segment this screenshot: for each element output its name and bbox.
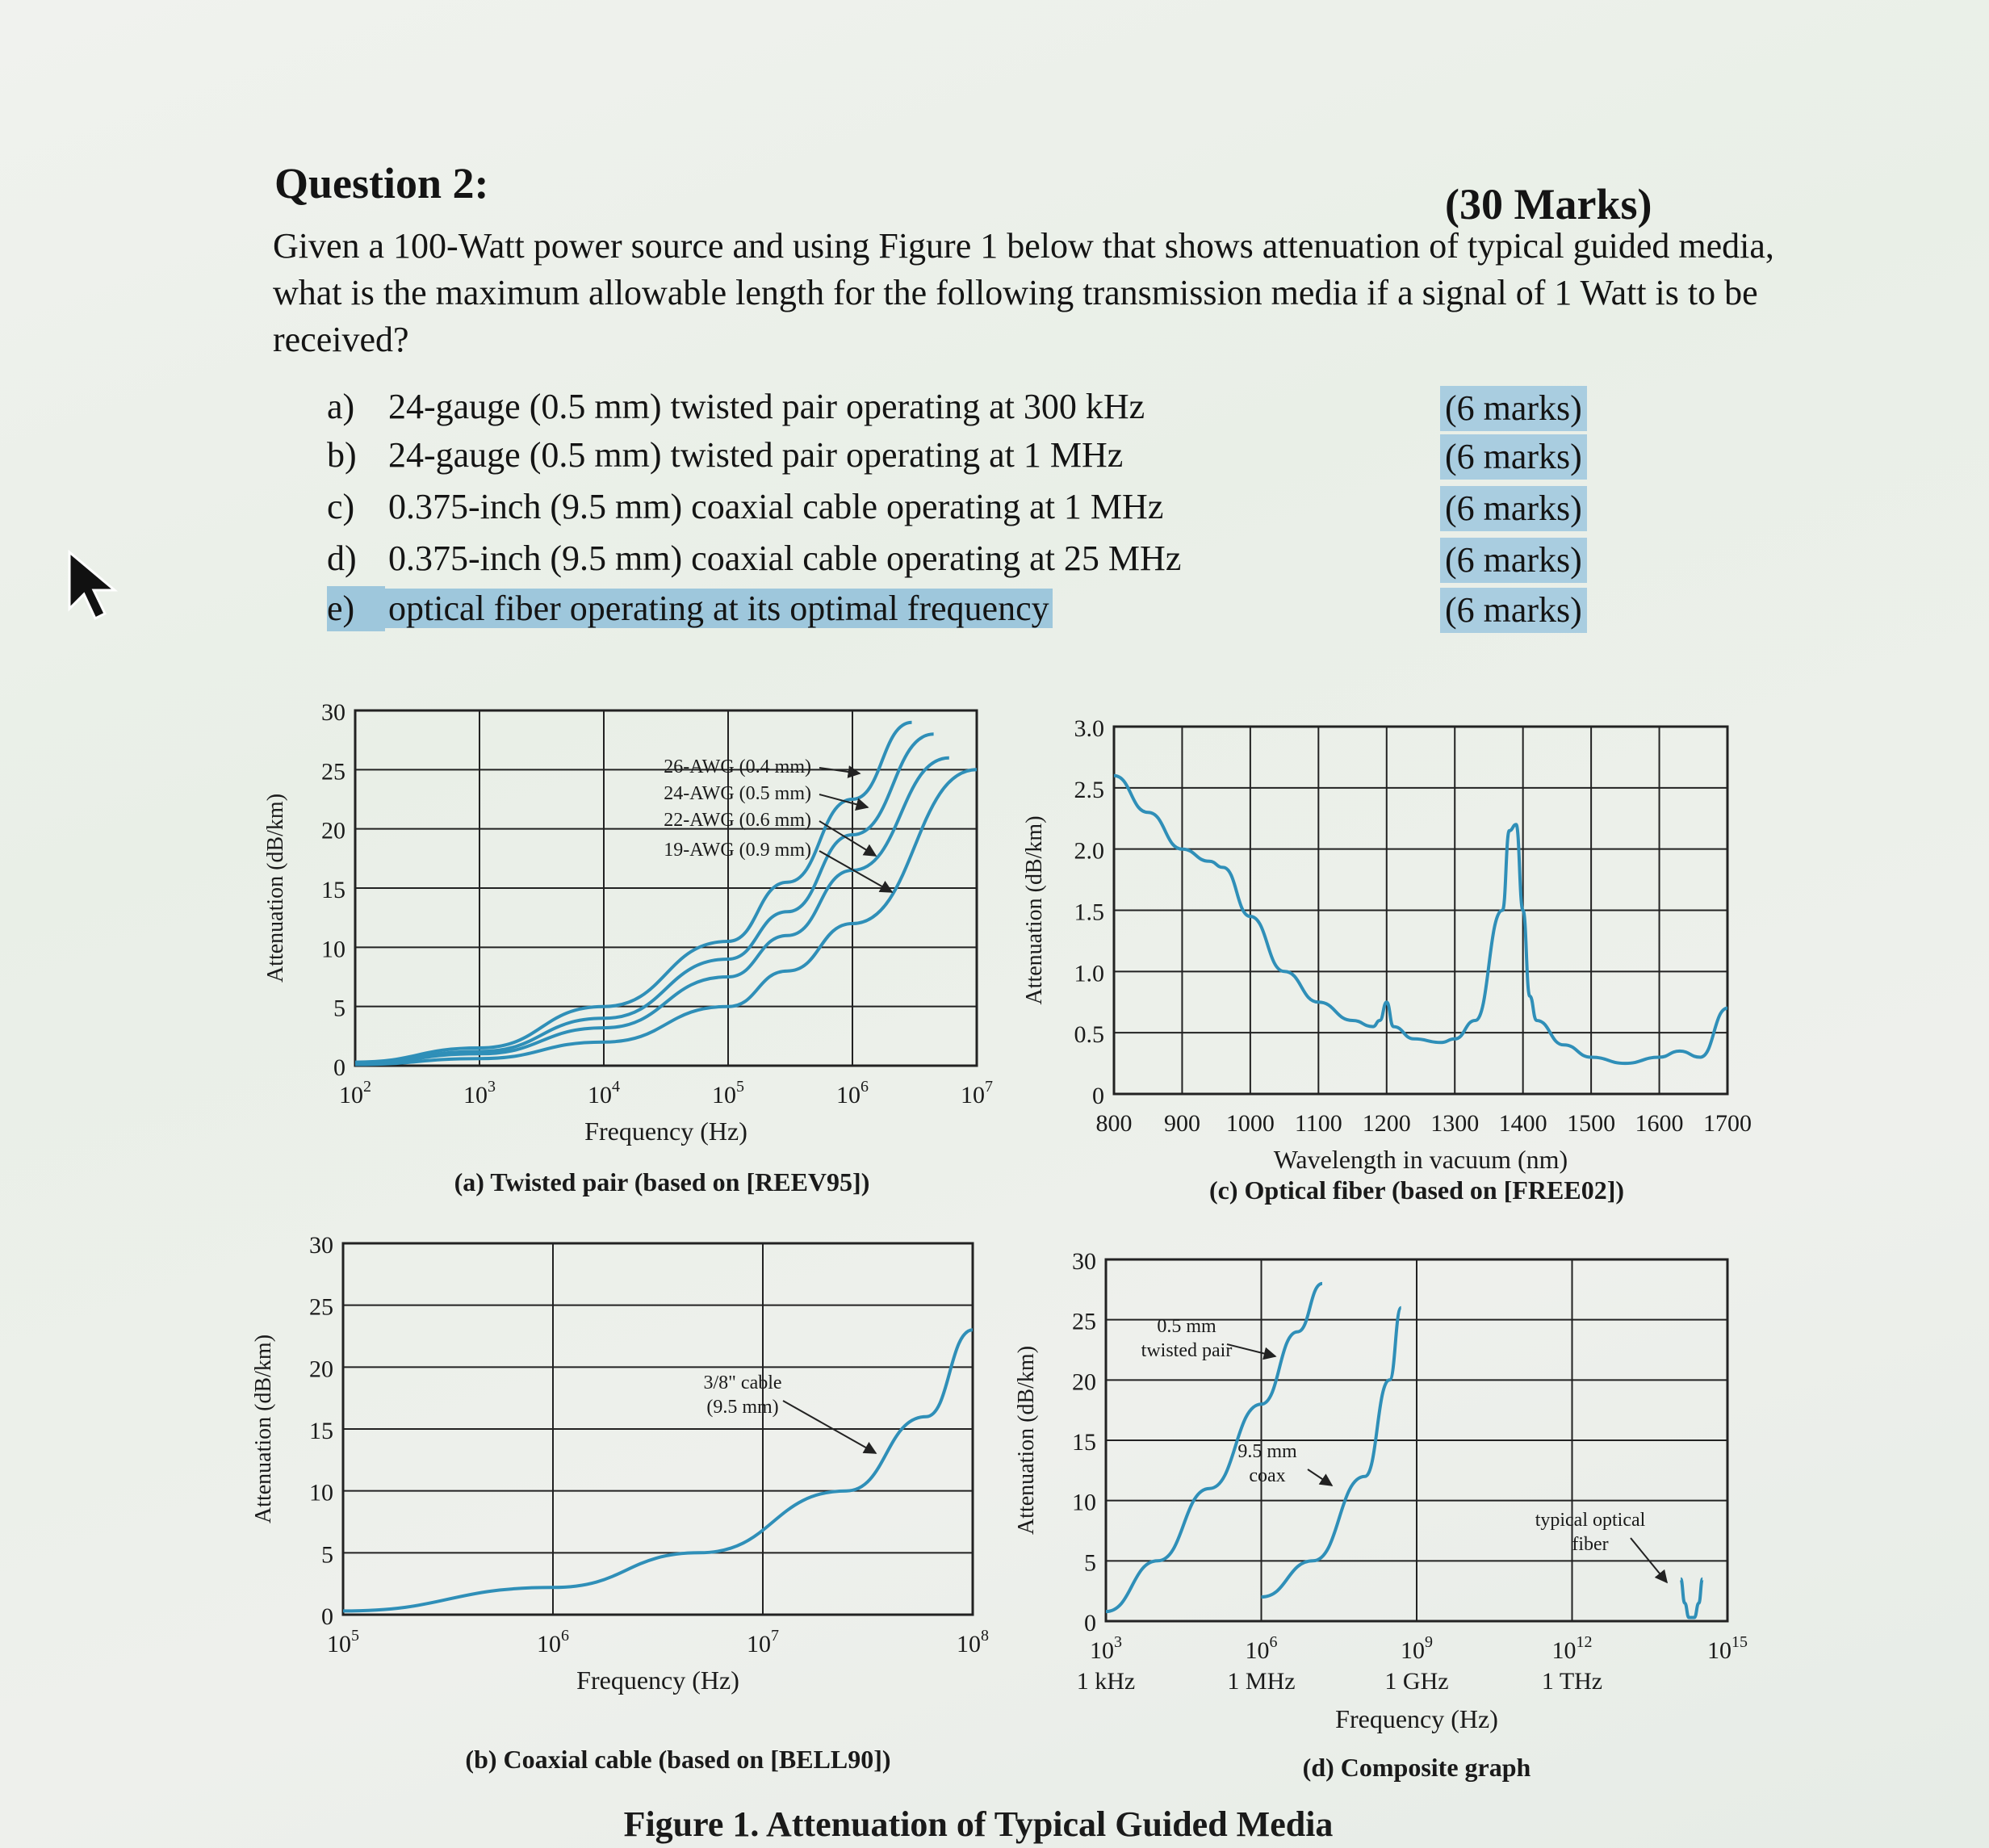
- chart-b: [251, 1232, 989, 1774]
- y-tick-label: 2.0: [1074, 837, 1104, 865]
- x-tick-label: 1300: [1430, 1110, 1480, 1137]
- series-label: 22-AWG (0.6 mm): [664, 810, 811, 831]
- item-text: 24-gauge (0.5 mm) twisted pair operating at 300 kHz: [388, 387, 1145, 426]
- y-tick-label: 30: [321, 699, 345, 726]
- item-marks: (6 marks): [1440, 434, 1587, 480]
- y-tick-label: 0: [321, 1603, 333, 1630]
- x-tick-label: $10^6$: [1245, 1633, 1278, 1664]
- x-tick-label: $10^5$: [327, 1627, 359, 1657]
- y-tick-label: 30: [309, 1232, 333, 1259]
- y-tick-label: 1.0: [1074, 960, 1104, 987]
- chart-caption: (a) Twisted pair (based on [REEV95]): [454, 1167, 870, 1196]
- series-label-arrow: [783, 1401, 876, 1453]
- item-text: 0.375-inch (9.5 mm) coaxial cable operating at 25 MHz: [388, 538, 1182, 578]
- series-label: 0.5 mm twisted pair: [1141, 1316, 1233, 1361]
- y-axis-label: Attenuation (dB/km): [1014, 1345, 1039, 1536]
- question-marks: (30 Marks): [1445, 180, 1652, 228]
- x-tick-label: 800: [1095, 1110, 1133, 1137]
- series-line: [1681, 1579, 1702, 1618]
- series-line: [355, 758, 949, 1063]
- x-tick-label: $10^9$: [1401, 1633, 1433, 1664]
- y-tick-label: 25: [321, 758, 345, 786]
- item-label: d): [327, 538, 357, 578]
- x-tick-label: $10^3$: [463, 1078, 496, 1108]
- y-tick-label: 10: [1072, 1489, 1096, 1516]
- series-label-arrow: [819, 821, 876, 856]
- x-tick-label: $10^6$: [836, 1078, 869, 1108]
- x-tick-label: $10^3$: [1090, 1633, 1122, 1664]
- y-tick-label: 0: [333, 1054, 345, 1081]
- chart-caption: (d) Composite graph: [1302, 1753, 1531, 1782]
- question-title: Question 2:: [274, 159, 489, 207]
- x-tick-sublabel: 1 MHz: [1227, 1668, 1296, 1695]
- x-tick-label: $10^4$: [588, 1078, 620, 1108]
- x-tick-label: 1600: [1635, 1110, 1684, 1137]
- y-tick-label: 1.5: [1074, 899, 1104, 926]
- x-tick-label: $10^6$: [537, 1627, 569, 1657]
- y-tick-label: 0: [1092, 1083, 1104, 1109]
- x-tick-sublabel: 1 GHz: [1384, 1668, 1449, 1695]
- y-tick-label: 5: [333, 995, 345, 1022]
- series-label: 24-AWG (0.5 mm): [664, 783, 811, 804]
- y-tick-label: 2.5: [1074, 776, 1104, 803]
- item-text: optical fiber operating at its optimal frequency: [385, 589, 1053, 628]
- series-line: [355, 734, 934, 1063]
- x-tick-label: 1500: [1567, 1110, 1616, 1137]
- y-axis-label: Attenuation (dB/km): [251, 1334, 276, 1524]
- x-axis-label: Frequency (Hz): [584, 1117, 747, 1146]
- y-tick-label: 0: [1084, 1610, 1096, 1636]
- x-tick-label: 1100: [1294, 1110, 1342, 1137]
- item-marks: (6 marks): [1440, 538, 1587, 583]
- series-label: 9.5 mm coax: [1237, 1441, 1297, 1486]
- series-label: typical optical fiber: [1535, 1510, 1646, 1555]
- series-line: [1114, 776, 1727, 1063]
- y-tick-label: 0.5: [1074, 1021, 1104, 1049]
- mouse-pointer-icon: [66, 549, 123, 622]
- chart-caption: (b) Coaxial cable (based on [BELL90]): [465, 1745, 891, 1774]
- y-tick-label: 15: [321, 877, 345, 903]
- item-label: c): [327, 487, 355, 526]
- y-tick-label: 10: [309, 1479, 333, 1506]
- chart-caption: (c) Optical fiber (based on [FREE02]): [1208, 1175, 1625, 1205]
- y-tick-label: 5: [321, 1541, 333, 1569]
- x-tick-label: 900: [1163, 1110, 1200, 1137]
- x-axis-label: Frequency (Hz): [576, 1666, 739, 1695]
- series-label: 3/8" cable (9.5 mm): [703, 1372, 782, 1418]
- x-axis-label: Frequency (Hz): [1335, 1704, 1498, 1733]
- y-tick-label: 20: [321, 817, 345, 844]
- item-marks: (6 marks): [1440, 386, 1587, 431]
- x-tick-label: $10^8$: [957, 1627, 989, 1657]
- series-label-arrow: [1227, 1344, 1275, 1356]
- y-tick-label: 3.0: [1074, 715, 1104, 742]
- item-text: 24-gauge (0.5 mm) twisted pair operating at 1 MHz: [388, 435, 1124, 475]
- question-body: Given a 100-Watt power source and using Figure 1 below that shows attenuation of typical guided media, what is the maximum allowable length for the following transmission media if a signal of 1 Watt is to be received?: [273, 226, 1774, 359]
- chart-c: [1022, 715, 1752, 1205]
- x-tick-label: $10^5$: [712, 1078, 744, 1108]
- x-tick-label: 1400: [1498, 1110, 1547, 1137]
- series-line: [343, 1330, 973, 1611]
- y-tick-label: 20: [309, 1356, 333, 1383]
- y-axis-label: Attenuation (dB/km): [1022, 815, 1047, 1005]
- item-marks: (6 marks): [1440, 588, 1587, 633]
- series-label-arrow: [819, 768, 860, 773]
- item-marks: (6 marks): [1440, 486, 1587, 531]
- y-axis-label: Attenuation (dB/km): [263, 793, 288, 983]
- y-tick-label: 10: [321, 936, 345, 963]
- x-tick-sublabel: 1 THz: [1541, 1668, 1603, 1695]
- y-tick-label: 25: [309, 1293, 333, 1321]
- x-tick-label: 1200: [1362, 1110, 1411, 1137]
- figure-caption: Figure 1. Attenuation of Typical Guided Media: [623, 1804, 1334, 1844]
- chart-a: [263, 699, 993, 1196]
- y-tick-label: 5: [1084, 1549, 1096, 1577]
- x-tick-label: $10^7$: [961, 1078, 993, 1108]
- y-tick-label: 15: [309, 1418, 333, 1444]
- x-tick-label: $10^{12}$: [1551, 1633, 1593, 1664]
- series-label-arrow: [1308, 1469, 1332, 1486]
- y-tick-label: 30: [1072, 1248, 1096, 1275]
- series-label: 19-AWG (0.9 mm): [664, 840, 811, 861]
- item-label: e): [327, 586, 385, 631]
- x-tick-label: 1700: [1703, 1110, 1752, 1137]
- x-tick-sublabel: 1 kHz: [1076, 1668, 1136, 1695]
- item-label: a): [327, 387, 355, 426]
- x-tick-label: $10^2$: [339, 1078, 371, 1108]
- y-tick-label: 15: [1072, 1429, 1096, 1456]
- item-text: 0.375-inch (9.5 mm) coaxial cable operating at 1 MHz: [388, 487, 1164, 526]
- item-label: b): [327, 435, 357, 475]
- chart-d: [1014, 1248, 1748, 1782]
- x-axis-label: Wavelength in vacuum (nm): [1273, 1145, 1568, 1174]
- series-label: 26-AWG (0.4 mm): [664, 756, 811, 777]
- y-tick-label: 20: [1072, 1368, 1096, 1396]
- y-tick-label: 25: [1072, 1308, 1096, 1335]
- x-tick-label: $10^{15}$: [1707, 1633, 1748, 1664]
- x-tick-label: $10^7$: [747, 1627, 779, 1657]
- x-tick-label: 1000: [1225, 1110, 1275, 1137]
